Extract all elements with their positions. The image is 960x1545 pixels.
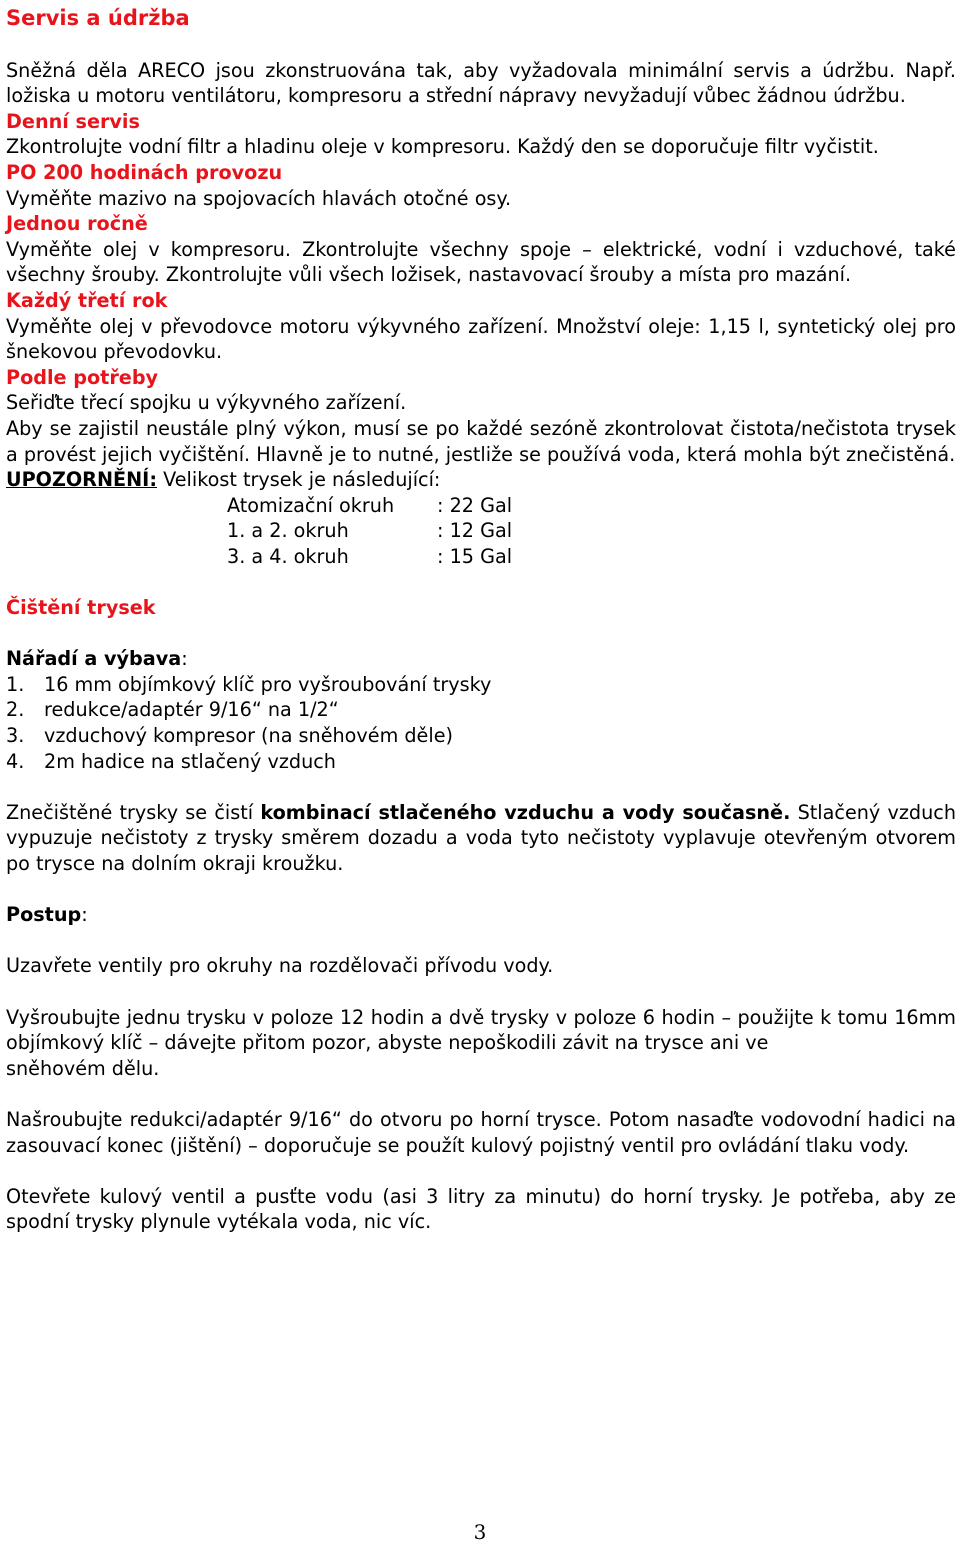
nozzle-size-list <box>227 493 956 570</box>
circuit-name: Atomizační okruh <box>227 493 395 517</box>
as-needed-text-2: Aby se zajistil neustále plný výkon, musí se po každé sezóně zkontrolovat čistota/nečistota trysek a provést jejich vyčištění. Hlavně je to nutné, jestliže se používá voda, která mohla být znečistěná. <box>6 416 956 466</box>
daily-heading: Denní servis <box>6 109 140 133</box>
nozzle-size-row <box>227 518 956 544</box>
list-item: 2. redukce/adaptér 9/16“ na 1/2“ <box>6 698 339 722</box>
list-item: 3. vzduchový kompresor (na sněhovém děle) <box>6 724 453 748</box>
yearly-heading: Jednou ročně <box>6 212 148 236</box>
as-needed-heading: Podle potřeby <box>6 365 159 389</box>
intro-paragraph: Sněžná děla ARECO jsou zkonstruována tak, aby vyžadovala minimální servis a údržbu. Např. ložiska u motoru ventilátoru, kompresoru a střední nápravy nevyžadují vůbec žádnou údržbu. <box>6 58 956 108</box>
circuit-value: : 15 Gal <box>437 544 513 568</box>
daily-text: Zkontrolujte vodní filtr a hladinu oleje v kompresoru. Každý den se doporučuje filtr vyčistit. <box>6 135 879 159</box>
warning-label: UPOZORNĚNÍ: <box>6 468 157 492</box>
procedure-step-1: Uzavřete ventily pro okruhy na rozdělovači přívodu vody. <box>6 954 554 978</box>
procedure-label: Postup <box>6 903 82 927</box>
nozzle-size-row <box>227 493 956 519</box>
section-title: Servis a údržba <box>6 6 190 30</box>
list-item: 1. 16 mm objímkový klíč pro vyšroubování trysky <box>6 672 492 696</box>
as-needed-text-1: Seřiďte třecí spojku u výkyvného zařízení. <box>6 391 407 415</box>
third-year-text: Vyměňte olej v převodovce motoru výkyvného zařízení. Množství oleje: 1,15 l, syntetický olej pro šnekovou převodovku. <box>6 314 956 364</box>
tools-heading: Nářadí a výbava: <box>6 647 188 671</box>
procedure-step-3: Našroubujte redukci/adaptér 9/16“ do otvoru po horní trysce. Potom nasaďte vodovodní hadici na zasouvací konec (jištění) – doporučuje se použít kulový pojistný ventil pro ovládání tlaku vody. <box>6 1107 956 1157</box>
circuit-value: : 12 Gal <box>437 519 513 543</box>
warning-text: Velikost trysek je následující: <box>157 468 441 492</box>
tools-label: Nářadí a výbava <box>6 647 182 671</box>
after200-heading: PO 200 hodinách provozu <box>6 160 283 184</box>
circuit-name: 3. a 4. okruh <box>227 544 349 568</box>
procedure-step-2: Vyšroubujte jednu trysku v poloze 12 hodin a dvě trysky v poloze 6 hodin – použijte k tomu 16mm objímkový klíč – dávejte přitom pozor, abyste nepoškodili závit na trysce ani ve <box>6 1005 956 1055</box>
procedure-step-4: Otevřete kulový ventil a pusťte vodu (asi 3 litry za minutu) do horní trysky. Je potřeba, aby ze spodní trysky plynule vytékala voda, nic víc. <box>6 1184 956 1234</box>
page-number: 3 <box>473 1520 487 1544</box>
procedure-heading: Postup: <box>6 903 88 927</box>
after200-text: Vyměňte mazivo na spojovacích hlavách otočné osy. <box>6 186 512 210</box>
circuit-name: 1. a 2. okruh <box>227 519 349 543</box>
yearly-text: Vyměňte olej v kompresoru. Zkontrolujte všechny spoje – elektrické, vodní i vzduchové, také všechny šrouby. Zkontrolujte vůli všech ložisek, nastavovací šrouby a místa pro mazání. <box>6 237 956 287</box>
third-year-heading: Každý třetí rok <box>6 288 168 312</box>
warning-paragraph <box>6 467 956 493</box>
tools-list <box>6 672 956 774</box>
cleaning-title: Čištění trysek <box>6 596 156 620</box>
nozzle-size-row <box>227 544 956 570</box>
circuit-value: : 22 Gal <box>437 493 513 517</box>
procedure-step-2-end: sněhovém dělu. <box>6 1056 160 1080</box>
cleaning-method-paragraph: Znečištěné trysky se čistí kombinací stlačeného vzduchu a vody současně. Stlačený vzduch vypuzuje nečistoty z trysky směrem dozadu a voda tyto nečistoty vyplavuje otevřeným otvorem po trysce na dolním okraji kroužku. <box>6 800 956 875</box>
list-item: 4. 2m hadice na stlačený vzduch <box>6 749 336 773</box>
document-page <box>6 4 956 1235</box>
